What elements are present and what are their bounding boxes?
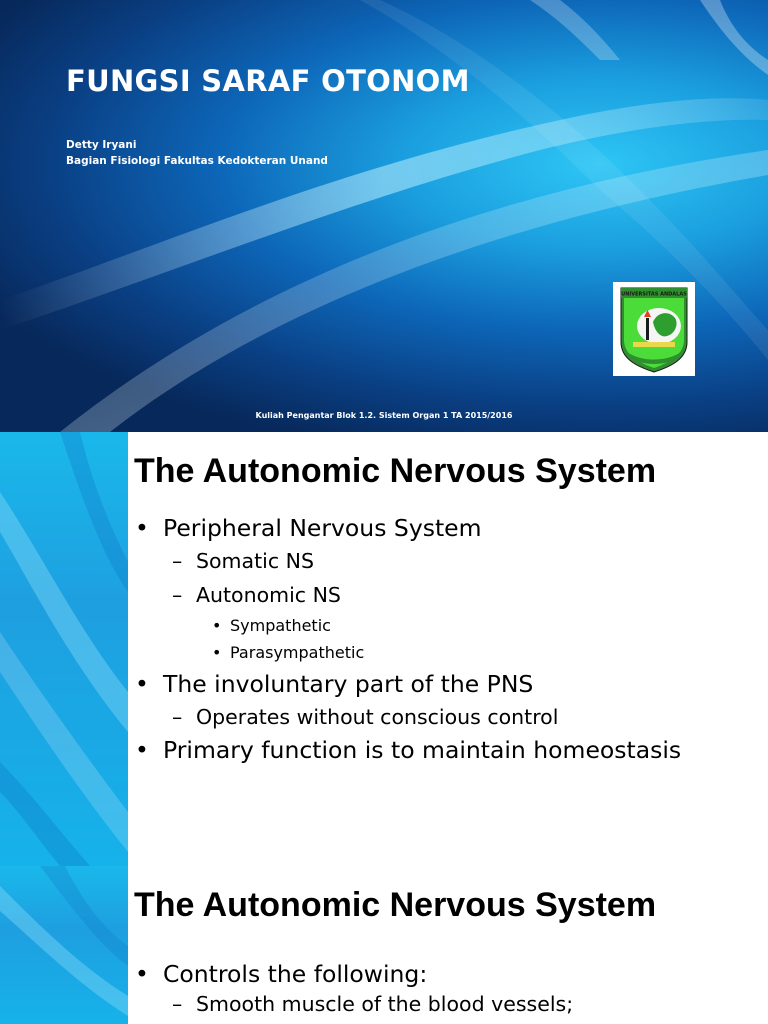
bullet-level-1: • The involuntary part of the PNS xyxy=(134,668,681,700)
bullet-level-2: – Somatic NS xyxy=(134,544,681,578)
title-slide xyxy=(0,0,768,432)
bullet-level-1: • Peripheral Nervous System xyxy=(134,512,681,544)
presentation-title: FUNGSI SARAF OTONOM xyxy=(66,64,470,98)
bullet-level-2: – Autonomic NS xyxy=(134,578,681,612)
content-slide-1 xyxy=(0,432,768,866)
decorative-side-strip xyxy=(0,432,128,866)
bullet-level-3: • Parasympathetic xyxy=(134,639,681,666)
decorative-side-strip xyxy=(0,866,128,1024)
slide-title: The Autonomic Nervous System xyxy=(134,452,657,490)
slide-title: The Autonomic Nervous System xyxy=(134,886,657,924)
bullet-level-2: – Operates without conscious control xyxy=(134,700,681,734)
course-footer: Kuliah Pengantar Blok 1.2. Sistem Organ 1 TA 2015/2016 xyxy=(255,411,513,420)
content-slide-2 xyxy=(0,866,768,1024)
bullet-list xyxy=(134,512,681,766)
bullet-list xyxy=(134,958,573,1018)
bullet-level-3: • Sympathetic xyxy=(134,612,681,639)
university-seal-icon xyxy=(613,282,695,376)
bullet-level-1: • Controls the following: xyxy=(134,958,573,990)
author-name: Detty Iryani xyxy=(66,139,137,151)
author-affiliation: Bagian Fisiologi Fakultas Kedokteran Unand xyxy=(66,155,328,167)
bullet-level-2: – Smooth muscle of the blood vessels; xyxy=(134,990,573,1018)
bullet-level-1: • Primary function is to maintain homeostasis xyxy=(134,734,681,766)
seal-ring-text: UNIVERSITAS ANDALAS xyxy=(621,291,687,298)
